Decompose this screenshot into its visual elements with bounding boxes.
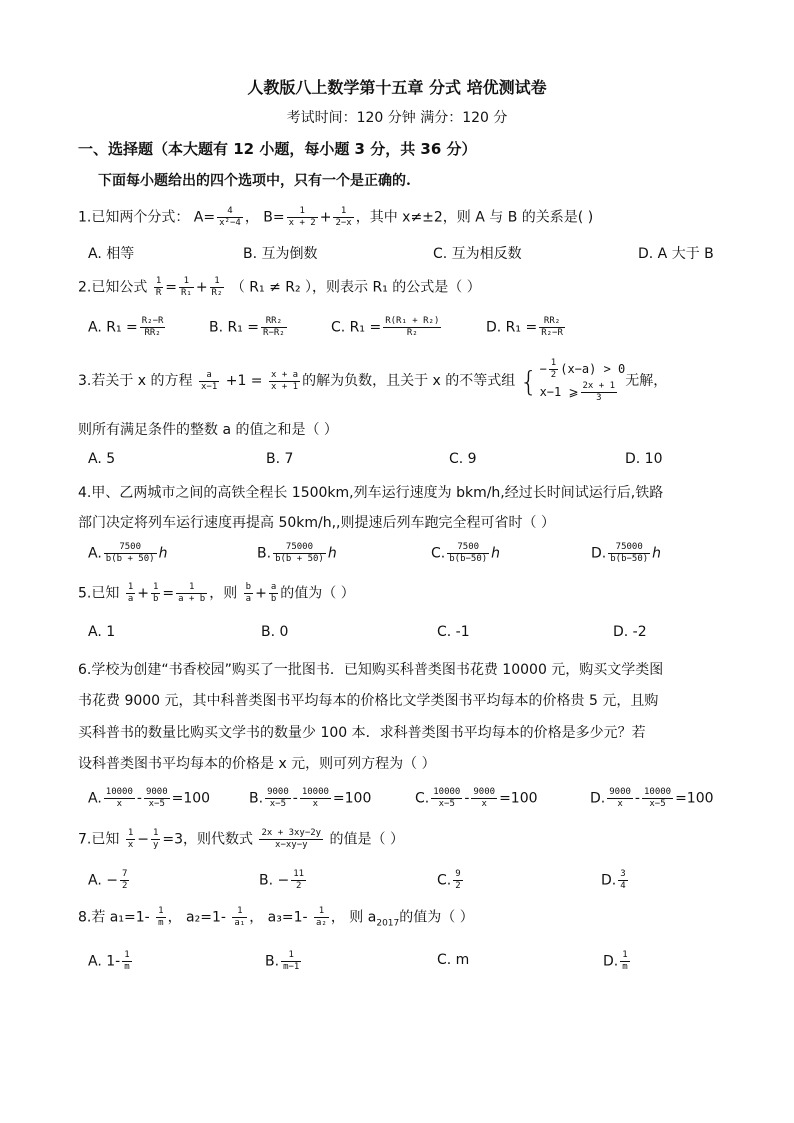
q5-eq: =	[162, 585, 175, 602]
q7-f2	[151, 828, 160, 851]
question-8	[78, 906, 474, 929]
q6-c1	[431, 787, 462, 810]
q6-c1-num: 10000	[433, 787, 461, 797]
q3-ineq1-pre: −	[539, 362, 547, 376]
section-heading: 一、选择题（本大题有 12 小题，每小题 3 分，共 36 分）	[78, 140, 477, 158]
q2-f2	[179, 276, 194, 299]
q2-option-c[interactable]	[331, 316, 443, 339]
q1-b2-fraction	[333, 206, 353, 229]
q8-d-fraction	[620, 950, 629, 973]
q1-b-label: ， B=	[244, 209, 285, 226]
q4-c-label: C.	[431, 545, 446, 562]
q4-b-label: B.	[257, 545, 272, 562]
q1-a-num: 4	[217, 206, 243, 218]
q5-option-c[interactable]: C. -1	[437, 624, 470, 640]
q5-f2-den: b	[152, 594, 159, 604]
q6-d1-den: x	[617, 799, 623, 809]
q2-f2-den: R₁	[180, 288, 192, 298]
q6-b-minus: -	[292, 790, 298, 807]
question-5	[78, 582, 355, 605]
q2-eq: =	[165, 279, 177, 296]
q7-option-d[interactable]	[601, 869, 630, 892]
q2-option-d[interactable]	[486, 316, 567, 339]
q6-a2-num: 9000	[145, 787, 168, 797]
q6-d2	[642, 787, 673, 810]
q6-d1-num: 9000	[609, 787, 631, 797]
q6-d-minus: -	[634, 790, 640, 807]
q8-subscript: 2017	[376, 918, 400, 929]
q2-option-b[interactable]	[209, 316, 289, 339]
q6-a2-den: x−5	[148, 799, 165, 809]
q2-c-label: C. R₁ =	[331, 319, 382, 336]
q7-option-c[interactable]	[437, 869, 465, 892]
q5-f5	[269, 582, 278, 605]
q5-mid: ，则	[209, 585, 238, 602]
q6-c-minus: -	[464, 790, 470, 807]
q5-f4-num: b	[245, 582, 252, 592]
q3-ineq-1	[540, 358, 626, 381]
q6-line-3: 买科普书的数量比购买文学书的数量少 100 本．求科普类图书平均每本的价格是多少元？若	[78, 725, 646, 741]
q4-option-a[interactable]	[88, 542, 167, 565]
q5-f1	[126, 582, 135, 605]
q6-option-d[interactable]	[590, 787, 714, 810]
q7-minus: −	[137, 831, 149, 848]
q3-f2	[269, 370, 300, 393]
q7-option-b[interactable]	[259, 869, 308, 892]
q4-d-unit: h	[652, 545, 662, 562]
q1-a-fraction	[217, 206, 243, 229]
q7-f3	[259, 828, 323, 851]
q7-b-fraction	[291, 869, 306, 892]
q2-d-num: RR₂	[539, 316, 565, 328]
q2-c-num: R(R₁ + R₂)	[385, 316, 440, 326]
q5-f1-den: a	[127, 594, 134, 604]
q2-option-a[interactable]	[88, 316, 167, 339]
q2-f3-den: R₂	[211, 288, 223, 298]
q8-option-b[interactable]	[265, 950, 303, 973]
q6-b-label: B.	[249, 790, 264, 807]
q1-suffix: ，其中 x≠±2，则 A 与 B 的关系是( )	[355, 209, 594, 226]
q6-a-label: A.	[88, 790, 102, 807]
q4-b-fraction	[273, 542, 326, 565]
q6-c-label: C.	[415, 790, 430, 807]
q3-end: 无解，	[625, 373, 668, 389]
q6-d-eq: =100	[675, 790, 714, 807]
q1-b2-num: 1	[333, 206, 353, 218]
q7-mid: =3，则代数式	[162, 831, 254, 848]
q3-brace: {	[519, 364, 538, 398]
q4-c-unit: h	[491, 545, 501, 562]
q2-a-den: RR₂	[144, 328, 161, 338]
q5-f3	[176, 582, 207, 605]
q2-f2-num: 1	[179, 276, 194, 288]
q4-b-num: 75000	[273, 542, 326, 554]
q2-a-num: R₂−R	[141, 316, 164, 326]
q4-line1: 4.甲、乙两城市之间的高铁全程长 1500km,列车运行速度为 bkm/h,经过长时间试运行后,铁路	[78, 485, 664, 501]
q1-b1-num: 1	[287, 206, 318, 218]
q7-b-num: 11	[293, 869, 305, 879]
q6-a-minus: -	[136, 790, 142, 807]
q3-prefix: 3.若关于 x 的方程	[78, 373, 193, 389]
q8-option-d[interactable]	[603, 950, 632, 973]
q2-f3	[210, 276, 225, 299]
q5-option-d[interactable]: D. -2	[613, 624, 647, 640]
q6-a1-num: 10000	[105, 787, 133, 797]
q6-option-c[interactable]	[415, 787, 538, 810]
q5-option-a[interactable]: A. 1	[88, 624, 116, 640]
q3-ineq1-num: 1	[550, 358, 557, 368]
q4-b-unit: h	[327, 545, 337, 562]
q4-option-d[interactable]	[591, 542, 661, 565]
q8-option-a[interactable]	[88, 950, 134, 973]
q6-c-eq: =100	[499, 790, 538, 807]
q3-option-b[interactable]: B. 7	[266, 451, 294, 467]
q8-a-den: m	[124, 962, 130, 972]
q7-c-fraction	[453, 869, 462, 892]
q7-f3-num: 2x + 3xy−2y	[261, 828, 322, 838]
q2-plus: +	[195, 279, 208, 296]
q4-option-c[interactable]	[431, 542, 500, 565]
q1-b2-den: 2−x	[335, 218, 352, 228]
q6-b1-num: 9000	[267, 787, 289, 797]
q3-option-a[interactable]: A. 5	[88, 451, 116, 467]
q2-f3-num: 1	[210, 276, 225, 288]
q4-a-den: b(b + 50)	[105, 554, 155, 564]
q5-option-b[interactable]: B. 0	[261, 624, 289, 640]
q8-f2-den: a₁	[234, 918, 246, 928]
q8-f2	[232, 906, 247, 929]
q5-plus2: +	[255, 585, 267, 602]
q3-f1	[199, 370, 219, 393]
q7-f3-den: x−xy−y	[275, 840, 308, 850]
q7-d-num: 3	[620, 869, 626, 879]
q2-d-fraction	[539, 316, 565, 339]
q8-f1	[156, 906, 165, 929]
q7-a-fraction	[120, 869, 129, 892]
q8-a-fraction	[122, 950, 131, 973]
q7-f2-num: 1	[152, 828, 159, 838]
q3-line2: 则所有满足条件的整数 a 的值之和是（ ）	[78, 422, 338, 438]
q4-c-fraction	[447, 542, 489, 565]
q8-f2-num: 1	[232, 906, 247, 918]
q4-d-label: D.	[591, 545, 607, 562]
q7-c-num: 9	[455, 869, 461, 879]
question-3	[78, 358, 667, 404]
q7-c-label: C.	[437, 872, 452, 889]
q7-f1-den: x	[127, 840, 134, 850]
q8-option-c[interactable]: C. m	[437, 952, 470, 968]
q5-f4	[244, 582, 253, 605]
q6-line-4: 设科普类图书平均每本的价格是 x 元，则可列方程为（ ）	[78, 756, 436, 772]
q6-b1	[265, 787, 291, 810]
q3-ineq1-frac	[549, 358, 558, 381]
q6-c2-den: x	[481, 799, 487, 809]
q5-f4-den: a	[245, 594, 252, 604]
q6-a-eq: =100	[171, 790, 211, 807]
q6-d2-num: 10000	[643, 787, 672, 797]
q8-f3	[314, 906, 329, 929]
q3-ineq2-frac	[581, 381, 618, 404]
q3-mid: +1 =	[225, 373, 263, 389]
q3-f1-num: a	[199, 370, 219, 382]
q8-a-label: A. 1-	[88, 953, 121, 970]
q3-ineq-2	[540, 381, 626, 404]
q8-f1-num: 1	[158, 906, 164, 916]
q6-b2	[300, 787, 331, 810]
q5-f5-num: a	[270, 582, 277, 592]
q2-c-fraction	[383, 316, 441, 339]
q7-prefix: 7.已知	[78, 831, 120, 848]
q7-d-label: D.	[601, 872, 617, 889]
q3-option-d[interactable]: D. 10	[625, 451, 663, 467]
q6-d2-den: x−5	[649, 799, 666, 809]
q3-ineq2-num: 2x + 1	[582, 381, 616, 391]
question-7	[78, 828, 404, 851]
q8-mid1: ， a₂=1-	[167, 909, 226, 926]
q2-suffix: （ R₁ ≠ R₂ ），则表示 R₁ 的公式是（ ）	[230, 279, 481, 296]
q3-ineq1-post: (x−a) > 0	[560, 362, 626, 376]
q4-b-den: b(b + 50)	[275, 554, 324, 564]
q1-plus: +	[319, 209, 332, 226]
q8-b-fraction	[281, 950, 301, 973]
q4-a-num: 7500	[104, 542, 157, 554]
q7-a-label: A. −	[88, 872, 118, 889]
q3-option-c[interactable]: C. 9	[449, 451, 477, 467]
q6-b2-num: 10000	[301, 787, 329, 797]
q6-b2-den: x	[312, 799, 319, 809]
q6-c2	[471, 787, 497, 810]
q2-d-den: R₂−R	[541, 328, 563, 338]
q3-f2-den: x + 1	[271, 381, 299, 392]
q8-d-den: m	[622, 962, 628, 972]
q3-inequality-system	[540, 358, 626, 404]
q4-d-den: b(b−50)	[610, 554, 649, 564]
q6-option-a[interactable]	[88, 787, 210, 810]
q7-f2-den: y	[152, 840, 159, 850]
q4-a-label: A.	[88, 545, 102, 562]
exam-subtitle: 考试时间：120 分钟 满分：120 分	[286, 110, 508, 126]
q2-f1-num: 1	[155, 276, 162, 286]
q7-suffix: 的值是（ ）	[329, 831, 404, 848]
q8-f3-den: a₂	[316, 918, 327, 928]
q6-line-2: 书花费 9000 元，其中科普类图书平均每本的价格比文学类图书平均每本的价格贵 5 元，且购	[78, 693, 659, 709]
q5-suffix: 的值为（ ）	[280, 585, 355, 602]
q5-prefix: 5.已知	[78, 585, 120, 602]
q1-option-a[interactable]: A. 相等	[88, 246, 135, 262]
q8-suffix-pre: ， 则 a	[330, 909, 377, 926]
q7-b-den: 2	[295, 881, 302, 891]
q8-f1-den: m	[158, 918, 164, 928]
q2-b-fraction	[261, 316, 287, 339]
q5-plus: +	[137, 585, 149, 602]
q6-c1-den: x−5	[438, 799, 455, 809]
question-2	[78, 276, 481, 299]
exam-title: 人教版八上数学第十五章 分式 培优测试卷	[247, 78, 547, 97]
q4-d-num: 75000	[608, 542, 650, 554]
q8-mid2: ， a₃=1-	[249, 909, 308, 926]
q8-f3-num: 1	[314, 906, 329, 918]
q3-f2-num: x + a	[271, 369, 299, 380]
q1-option-c[interactable]: C. 互为相反数	[433, 246, 522, 262]
q6-d-label: D.	[590, 790, 606, 807]
section-instruction: 下面每小题给出的四个选项中，只有一个是正确的.	[98, 173, 411, 189]
q1-prefix: 1.已知两个分式： A=	[78, 209, 216, 226]
q5-f3-den: a + b	[178, 594, 206, 604]
q7-c-den: 2	[455, 881, 461, 891]
q6-d1	[607, 787, 633, 810]
q7-d-den: 4	[620, 881, 626, 891]
q6-a1-den: x	[116, 799, 123, 809]
q7-option-a[interactable]	[88, 869, 131, 892]
q3-ineq1-den: 2	[550, 370, 557, 380]
q1-b1-fraction	[287, 206, 318, 229]
q1-b1-den: x + 2	[288, 218, 316, 228]
q7-a-num: 7	[121, 869, 128, 879]
q1-option-d[interactable]: D. A 大于 B	[638, 246, 714, 262]
q4-a-fraction	[104, 542, 157, 565]
q5-f3-num: 1	[176, 582, 207, 594]
q3-text2: 的解为负数，且关于 x 的不等式组	[302, 373, 516, 389]
q8-prefix: 8.若 a₁=1-	[78, 909, 150, 926]
q7-f1-num: 1	[127, 828, 134, 838]
q7-f1	[126, 828, 135, 851]
q4-c-num: 7500	[447, 542, 489, 554]
q2-b-label: B. R₁ =	[209, 319, 260, 336]
q8-d-label: D.	[603, 953, 619, 970]
q6-a2	[144, 787, 170, 810]
q4-option-b[interactable]	[257, 542, 337, 565]
q6-b-eq: =100	[332, 790, 372, 807]
q2-d-label: D. R₁ =	[486, 319, 538, 336]
q8-b-num: 1	[281, 950, 301, 962]
q1-a-den: x²−4	[219, 218, 241, 228]
q8-suffix: 的值为（ ）	[399, 909, 474, 926]
q3-ineq2-den: 3	[596, 393, 602, 403]
q4-line2: 部门决定将列车运行速度再提高 50km/h,,则提速后列车跑完全程可省时（ ）	[78, 515, 555, 531]
q5-f2	[151, 582, 160, 605]
q1-option-b[interactable]: B. 互为倒数	[243, 246, 318, 262]
q7-d-fraction	[618, 869, 627, 892]
q3-ineq2-pre: x−1 ⩾	[539, 385, 579, 399]
q6-c2-num: 9000	[473, 787, 496, 797]
q2-a-fraction	[140, 316, 166, 339]
q4-a-unit: h	[158, 545, 168, 562]
q5-f1-num: 1	[127, 582, 134, 592]
q2-f1	[154, 276, 163, 299]
question-1	[78, 206, 593, 229]
q2-c-den: R₂	[406, 328, 418, 338]
q4-c-den: b(b−50)	[449, 554, 488, 564]
q8-b-label: B.	[265, 953, 280, 970]
q6-option-b[interactable]	[249, 787, 371, 810]
q7-b-label: B. −	[259, 872, 290, 889]
q6-b1-den: x−5	[269, 799, 287, 809]
q2-f1-den: R	[155, 288, 162, 298]
q5-f2-num: 1	[152, 582, 159, 592]
q6-line-1: 6.学校为创建“书香校园”购买了一批图书．已知购买科普类图书花费 10000 元，购买文学类图	[78, 662, 664, 678]
q2-b-den: R−R₂	[263, 328, 285, 338]
q8-d-num: 1	[622, 950, 628, 960]
q2-prefix: 2.已知公式	[78, 279, 148, 296]
q7-a-den: 2	[121, 881, 128, 891]
q4-d-fraction	[608, 542, 650, 565]
q3-f1-den: x−1	[201, 381, 218, 392]
q8-a-num: 1	[124, 950, 130, 960]
q5-f5-den: b	[270, 594, 277, 604]
q8-b-den: m−1	[283, 962, 300, 972]
q6-a1	[104, 787, 135, 810]
q2-b-num: RR₂	[261, 316, 287, 328]
q2-a-label: A. R₁ =	[88, 319, 138, 336]
